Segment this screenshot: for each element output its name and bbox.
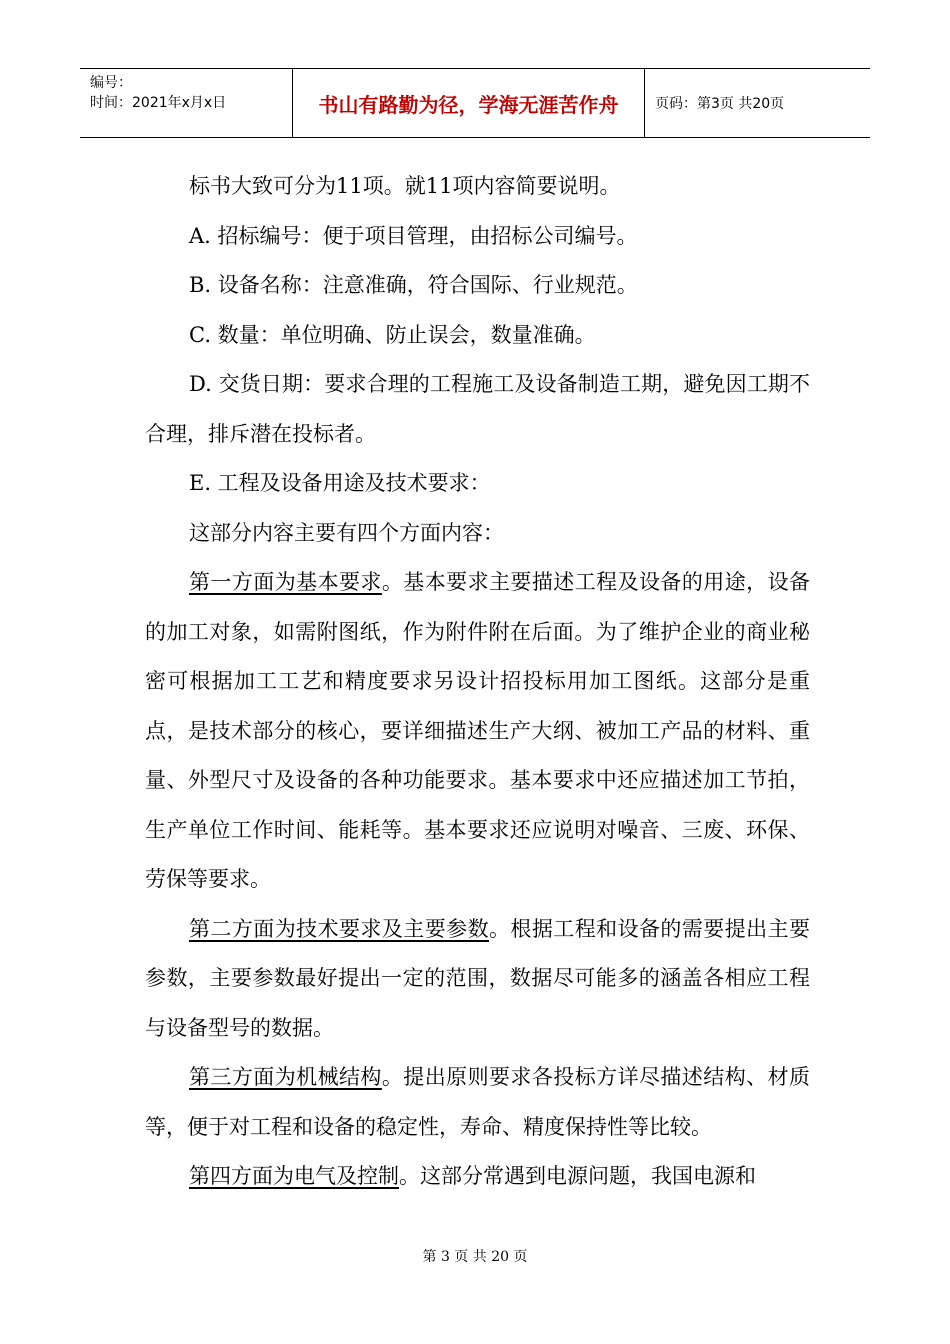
aspect-2-text: 。根据工程和设备的需要提出主要参数，主要参数最好提出一定的范围，数据尽可能多的涵盖各相应工程与设备型号的数据。 xyxy=(145,916,810,1040)
aspect-3-text: 。提出原则要求各投标方详尽描述结构、材质等，便于对工程和设备的稳定性，寿命、精度保持性等比较。 xyxy=(145,1065,811,1139)
document-date: 时间：2021年x月x日 xyxy=(90,95,227,111)
aspect-3-heading: 第三方面为机械结构 xyxy=(189,1065,382,1089)
paragraph-item-b: B. 设备名称：注意准确，符合国际、行业规范。 xyxy=(189,273,638,297)
paragraph-aspect-4 xyxy=(145,1152,810,1202)
document-body xyxy=(145,162,810,1202)
aspect-1-heading: 第一方面为基本要求 xyxy=(189,570,382,594)
paragraph-item-c: C. 数量：单位明确、防止误会，数量准确。 xyxy=(189,322,596,347)
header-meta xyxy=(80,69,293,137)
paragraph-item-a: A. 招标编号：便于项目管理，由招标公司编号。 xyxy=(189,223,638,248)
paragraph-four-aspects: 这部分内容主要有四个方面内容： xyxy=(189,520,504,545)
aspect-1-text: 。基本要求主要描述工程及设备的用途，设备的加工对象，如需附图纸，作为附件附在后面。为了维护企业的商业秘密可根据加工工艺和精度要求另设计招投标用加工图纸。这部分是重点，是技术部分的核心，要详细描述生产大纲、被加工产品的材料、重量、外型尺寸及设备的各种功能要求。基本要求中还应描述加工节拍，生产单位工作时间、能耗等。基本要求还应说明对噪音、三废、环保、劳保等要求。 xyxy=(145,570,811,891)
paragraph-item-e: E. 工程及设备用途及技术要求： xyxy=(189,471,491,495)
page-header xyxy=(80,68,870,138)
aspect-2-heading: 第二方面为技术要求及主要参数 xyxy=(189,916,489,941)
header-page-info: 页码：第3页 共20页 xyxy=(655,96,785,112)
aspect-4-heading: 第四方面为电气及控制 xyxy=(189,1164,399,1188)
aspect-4-text: 。这部分常遇到电源问题，我国电源和 xyxy=(399,1164,756,1188)
page-footer: 第 3 页 共 20 页 xyxy=(422,1249,528,1265)
paragraph-aspect-1 xyxy=(145,558,810,905)
paragraph-aspect-2 xyxy=(145,905,810,1054)
paragraph-item-d: D. 交货日期：要求合理的工程施工及设备制造工期，避免因工期不合理，排斥潜在投标者。 xyxy=(145,372,810,446)
document-number-label: 编号： xyxy=(90,75,132,91)
header-motto: 书山有路勤为径，学海无涯苦作舟 xyxy=(293,69,645,137)
paragraph-aspect-3 xyxy=(145,1053,810,1152)
paragraph-intro: 标书大致可分为11项。就11项内容简要说明。 xyxy=(189,174,621,198)
